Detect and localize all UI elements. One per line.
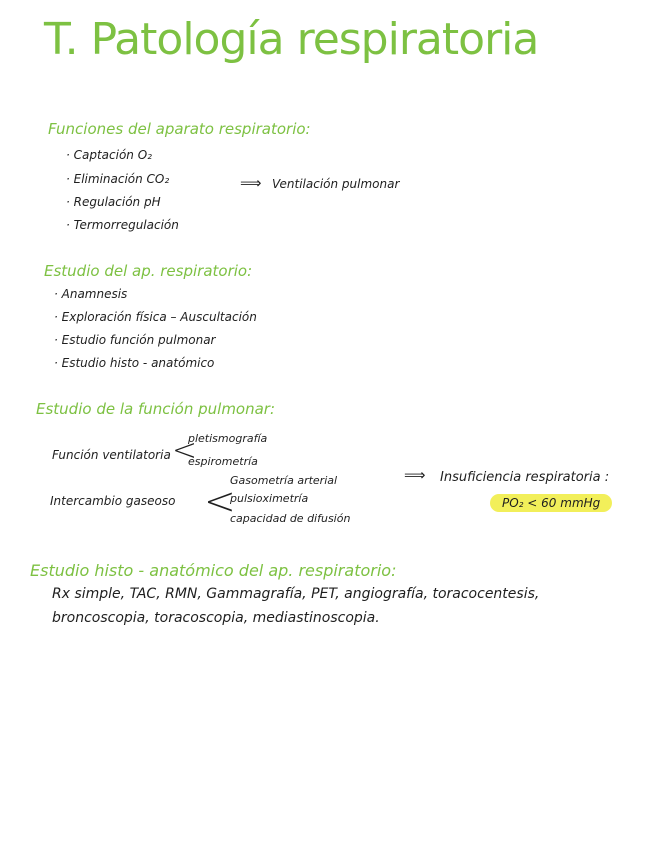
list-item: · Captación O₂ [66, 148, 152, 162]
page-title: T. Patología respiratoria [44, 14, 539, 65]
highlight-badge: PO₂ < 60 mmHg [490, 494, 612, 512]
result-text: Insuficiencia respiratoria : [440, 470, 610, 485]
list-item: · Exploración física – Auscultación [54, 310, 257, 324]
implies-arrow-icon: ⟹ [240, 174, 262, 192]
section-heading-funcion-pulmonar: Estudio de la función pulmonar: [36, 400, 276, 418]
list-item: · Estudio función pulmonar [54, 333, 216, 347]
brace-icon: < [204, 479, 236, 523]
intercambio-label: Intercambio gaseoso [50, 494, 176, 508]
list-item: · Termorregulación [66, 218, 179, 232]
intercambio-option: Gasometría arterial [230, 474, 338, 487]
intercambio-option: pulsioximetría [230, 492, 309, 505]
section-heading-histo: Estudio histo - anatómico del ap. respiratorio: [30, 561, 397, 580]
ventilatoria-option: espirometría [188, 455, 258, 468]
ventilatoria-label: Función ventilatoria [52, 448, 171, 462]
section-heading-estudio: Estudio del ap. respiratorio: [44, 262, 253, 280]
histo-line: broncoscopia, toracoscopia, mediastinoscopia. [52, 610, 380, 626]
brace-icon: < [172, 433, 198, 468]
histo-line: Rx simple, TAC, RMN, Gammagrafía, PET, angiografía, toracocentesis, [52, 586, 540, 602]
ventilatoria-option: pletismografía [188, 432, 268, 445]
arrow-target-text: Ventilación pulmonar [272, 177, 400, 191]
section-heading-funciones: Funciones del aparato respiratorio: [48, 120, 311, 138]
list-item: · Anamnesis [54, 287, 128, 301]
list-item: · Estudio histo - anatómico [54, 356, 215, 370]
intercambio-option: capacidad de difusión [230, 512, 351, 525]
list-item: · Eliminación CO₂ [66, 172, 170, 186]
implies-arrow-icon: ⟹ [404, 466, 426, 484]
list-item: · Regulación pH [66, 195, 161, 209]
